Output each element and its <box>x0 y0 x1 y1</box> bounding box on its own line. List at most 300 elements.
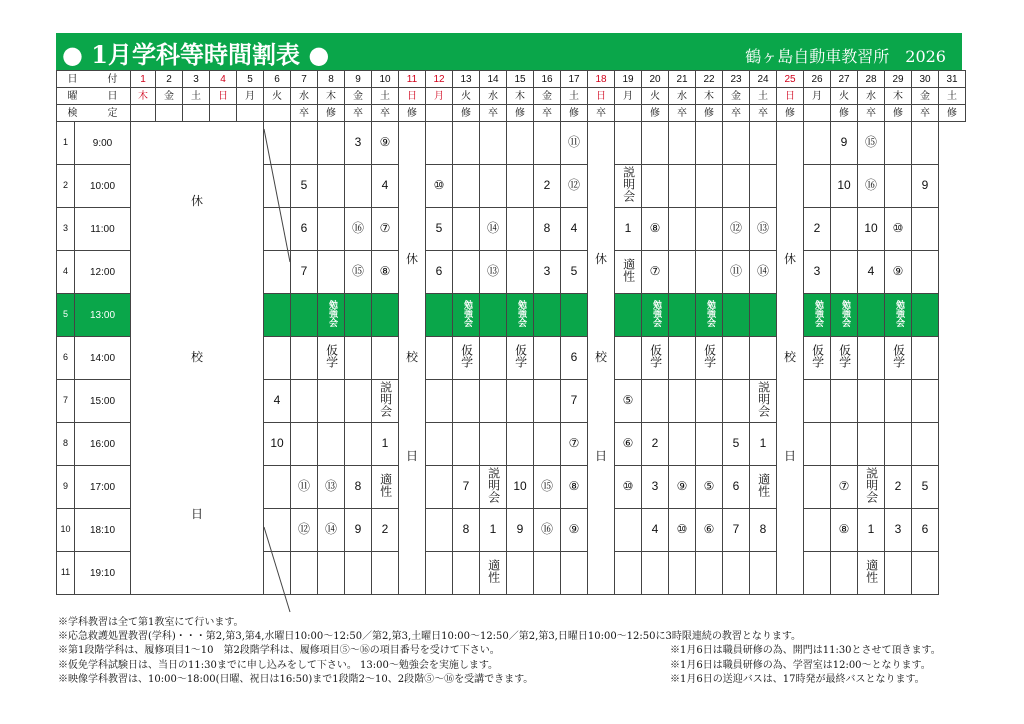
schedule-cell: ⑧ <box>831 509 858 552</box>
schedule-cell <box>507 122 534 165</box>
notes <box>58 616 968 687</box>
schedule-cell: ⑩ <box>669 509 696 552</box>
schedule-cell <box>291 337 318 380</box>
schedule-cell: ⑬ <box>318 466 345 509</box>
schedule-cell <box>858 423 885 466</box>
schedule-cell <box>831 208 858 251</box>
cell-text: 適性 <box>378 473 393 498</box>
schedule-cell <box>804 165 831 208</box>
date-cell: 6 <box>264 71 291 88</box>
date-cell: 26 <box>804 71 831 88</box>
schedule-cell: ⑥ <box>615 423 642 466</box>
schedule-cell: ⑨ <box>669 466 696 509</box>
weekday-cell: 金 <box>723 88 750 105</box>
schedule-cell <box>507 337 534 380</box>
date-cell: 17 <box>561 71 588 88</box>
schedule-cell <box>669 251 696 294</box>
date-cell: 20 <box>642 71 669 88</box>
schedule-cell <box>615 294 642 337</box>
schedule-cell <box>453 423 480 466</box>
exam-cell: 修 <box>399 105 426 122</box>
page-title: ● 1月学科等時間割表 ● <box>62 40 330 69</box>
schedule-cell <box>669 552 696 595</box>
date-cell: 22 <box>696 71 723 88</box>
period-time: 19:10 <box>75 552 131 595</box>
schedule-cell <box>534 294 561 337</box>
schedule-cell <box>453 294 480 337</box>
period-time: 9:00 <box>75 122 131 165</box>
schedule-cell <box>669 423 696 466</box>
exam-cell: 修 <box>318 105 345 122</box>
schedule-cell <box>264 337 291 380</box>
closed-char: 休 <box>783 252 796 266</box>
cell-text: 説明会 <box>486 467 501 504</box>
date-cell: 8 <box>318 71 345 88</box>
weekday-cell: 火 <box>453 88 480 105</box>
date-cell: 21 <box>669 71 696 88</box>
schedule-cell: 2 <box>804 208 831 251</box>
note-classroom: ※学科教習は全て第1教室にて行います。 <box>58 617 244 628</box>
schedule-cell <box>426 509 453 552</box>
schedule-cell: 8 <box>534 208 561 251</box>
schedule-cell: 10 <box>858 208 885 251</box>
period-number: 3 <box>57 208 75 251</box>
period-time: 18:10 <box>75 509 131 552</box>
schedule-cell <box>534 122 561 165</box>
weekday-cell: 日 <box>777 88 804 105</box>
exam-cell <box>237 105 264 122</box>
note-row <box>58 673 968 687</box>
date-cell: 27 <box>831 71 858 88</box>
weekday-cell: 木 <box>885 88 912 105</box>
period-time: 11:00 <box>75 208 131 251</box>
schedule-cell <box>804 423 831 466</box>
schedule-cell <box>723 294 750 337</box>
exam-cell: 卒 <box>534 105 561 122</box>
schedule-cell <box>615 337 642 380</box>
period-number: 1 <box>57 122 75 165</box>
schedule-cell: ⑮ <box>345 251 372 294</box>
schedule-cell: 1 <box>858 509 885 552</box>
schedule-cell: 4 <box>858 251 885 294</box>
schedule-cell <box>669 294 696 337</box>
schedule-cell: 8 <box>750 509 777 552</box>
schedule-cell <box>696 208 723 251</box>
schedule-cell <box>561 294 588 337</box>
exam-cell: 修 <box>507 105 534 122</box>
exam-cell: 卒 <box>291 105 318 122</box>
schedule-cell: ⑯ <box>534 509 561 552</box>
schedule-cell <box>858 337 885 380</box>
note-row <box>58 630 968 644</box>
schedule-cell <box>750 466 777 509</box>
schedule-cell: 5 <box>426 208 453 251</box>
schedule-cell: 2 <box>642 423 669 466</box>
closed-char: 休 <box>594 252 607 266</box>
schedule-cell <box>534 552 561 595</box>
schedule-cell <box>696 294 723 337</box>
schedule-cell: 1 <box>372 423 399 466</box>
weekday-cell: 木 <box>318 88 345 105</box>
note-row <box>58 659 968 673</box>
schedule-cell <box>318 337 345 380</box>
note-jan6-gate: ※1月6日は職員研修の為、開門は11:30とさせて頂きます。 <box>670 645 941 657</box>
exam-cell: 卒 <box>669 105 696 122</box>
schedule-cell <box>480 294 507 337</box>
cell-text: 勉強会 <box>704 300 715 328</box>
schedule-cell <box>453 380 480 423</box>
cell-text: 仮学 <box>702 344 717 369</box>
schedule-cell: 2 <box>372 509 399 552</box>
schedule-cell <box>426 122 453 165</box>
schedule-cell <box>912 423 939 466</box>
date-cell: 1 <box>131 71 156 88</box>
exam-cell: 卒 <box>750 105 777 122</box>
schedule-cell: ⑦ <box>372 208 399 251</box>
schedule-cell <box>750 380 777 423</box>
schedule-cell: 6 <box>723 466 750 509</box>
row-header-exam: 検 定 <box>57 105 131 122</box>
schedule-cell <box>804 466 831 509</box>
exam-cell: 卒 <box>345 105 372 122</box>
schedule-cell <box>669 122 696 165</box>
period-number: 9 <box>57 466 75 509</box>
schedule-cell: ⑪ <box>561 122 588 165</box>
schedule-cell <box>885 294 912 337</box>
schedule-cell <box>885 165 912 208</box>
header-row-weekday <box>57 88 966 105</box>
schedule-cell: ⑫ <box>291 509 318 552</box>
weekday-cell: 月 <box>426 88 453 105</box>
weekday-cell: 日 <box>210 88 237 105</box>
closed-char: 日 <box>405 448 418 463</box>
weekday-cell: 土 <box>561 88 588 105</box>
schedule-cell: ⑨ <box>885 251 912 294</box>
closed-day <box>399 122 426 595</box>
schedule-cell <box>615 122 642 165</box>
schedule-cell <box>345 423 372 466</box>
schedule-cell: 3 <box>804 251 831 294</box>
schedule-cell: 3 <box>534 251 561 294</box>
schedule-cell <box>372 380 399 423</box>
note-video: ※映像学科教習は、10:00～18:00(日曜、祝日は16:50)まで1段階2～10、2段階⑤～⑯を受講できます。 <box>58 673 534 685</box>
exam-cell <box>264 105 291 122</box>
cell-text: 仮学 <box>324 344 339 369</box>
closed-day <box>777 122 804 595</box>
date-cell: 14 <box>480 71 507 88</box>
cell-text: 説明会 <box>378 381 393 418</box>
date-cell: 19 <box>615 71 642 88</box>
schedule-cell <box>318 423 345 466</box>
schedule-cell <box>264 165 291 208</box>
weekday-cell: 火 <box>831 88 858 105</box>
closed-char: 校 <box>594 350 607 365</box>
schedule-cell <box>642 165 669 208</box>
schedule-cell: ⑦ <box>831 466 858 509</box>
schedule-cell <box>696 552 723 595</box>
schedule-cell: ⑪ <box>291 466 318 509</box>
schedule-cell <box>804 552 831 595</box>
cell-text: 仮学 <box>891 344 906 369</box>
schedule-cell <box>642 294 669 337</box>
schedule-cell <box>804 380 831 423</box>
schedule-cell: ⑧ <box>642 208 669 251</box>
cell-text: 仮学 <box>810 344 825 369</box>
schedule-cell: ⑤ <box>615 380 642 423</box>
period-number: 7 <box>57 380 75 423</box>
schedule-cell <box>507 294 534 337</box>
schedule-cell: 6 <box>426 251 453 294</box>
schedule-cell: 5 <box>723 423 750 466</box>
closed-char: 日 <box>783 448 796 463</box>
cell-text: 勉強会 <box>515 300 526 328</box>
schedule-cell <box>453 208 480 251</box>
date-cell: 3 <box>183 71 210 88</box>
schedule-cell: 10 <box>264 423 291 466</box>
cell-text: 仮学 <box>459 344 474 369</box>
schedule-cell <box>912 208 939 251</box>
cell-text: 適性 <box>864 559 879 584</box>
note-row <box>58 616 968 630</box>
schedule-cell: 3 <box>345 122 372 165</box>
period-number: 2 <box>57 165 75 208</box>
closed-char: 休 <box>405 252 418 266</box>
schedule-cell <box>480 165 507 208</box>
schedule-cell <box>831 337 858 380</box>
schedule-cell <box>507 165 534 208</box>
weekday-cell: 木 <box>696 88 723 105</box>
schedule-cell: ⑬ <box>480 251 507 294</box>
weekday-cell: 月 <box>615 88 642 105</box>
schedule-cell: ⑩ <box>885 208 912 251</box>
closed-block <box>131 122 264 595</box>
schedule-cell <box>318 380 345 423</box>
schedule-cell: 6 <box>561 337 588 380</box>
exam-cell: 修 <box>696 105 723 122</box>
schedule-cell: ⑦ <box>561 423 588 466</box>
schedule-cell <box>318 208 345 251</box>
schedule-cell <box>885 337 912 380</box>
schedule-cell <box>696 337 723 380</box>
schedule-cell: 1 <box>750 423 777 466</box>
schedule-cell <box>858 552 885 595</box>
schedule-cell <box>264 251 291 294</box>
schedule-cell <box>426 294 453 337</box>
schedule-cell <box>507 552 534 595</box>
schedule-cell <box>291 380 318 423</box>
schedule-cell <box>750 552 777 595</box>
date-cell: 31 <box>939 71 966 88</box>
note-exam: ※仮免学科試験日は、当日の11:30までに申し込みをして下さい。 13:00～勉強会を実施します。 <box>58 659 499 671</box>
schedule-cell: ⑥ <box>696 509 723 552</box>
schedule-cell <box>264 208 291 251</box>
date-cell: 10 <box>372 71 399 88</box>
schedule-cell <box>885 423 912 466</box>
cell-text: 勉強会 <box>839 300 850 328</box>
cell-text: 仮学 <box>648 344 663 369</box>
schedule-cell: 7 <box>561 380 588 423</box>
schedule-cell <box>318 165 345 208</box>
exam-cell <box>615 105 642 122</box>
schedule-cell <box>345 552 372 595</box>
schedule-cell <box>642 337 669 380</box>
schedule-cell <box>615 509 642 552</box>
schedule-cell: ⑬ <box>750 208 777 251</box>
period-time: 15:00 <box>75 380 131 423</box>
weekday-cell: 金 <box>156 88 183 105</box>
date-cell: 5 <box>237 71 264 88</box>
schedule-cell: ⑫ <box>723 208 750 251</box>
schedule-cell: 6 <box>291 208 318 251</box>
schedule-cell: ⑩ <box>426 165 453 208</box>
schedule-cell <box>831 380 858 423</box>
schedule-cell <box>696 423 723 466</box>
period-time: 12:00 <box>75 251 131 294</box>
exam-cell <box>210 105 237 122</box>
weekday-cell: 月 <box>804 88 831 105</box>
schedule-cell: 5 <box>561 251 588 294</box>
weekday-cell: 水 <box>291 88 318 105</box>
date-cell: 15 <box>507 71 534 88</box>
schedule-cell <box>912 380 939 423</box>
closed-char: 休 <box>190 193 203 208</box>
schedule-cell <box>480 380 507 423</box>
row-header-weekday: 曜 日 <box>57 88 131 105</box>
schedule-cell: ⑤ <box>696 466 723 509</box>
schedule-cell <box>318 552 345 595</box>
period-number: 6 <box>57 337 75 380</box>
schedule-cell <box>696 380 723 423</box>
exam-cell: 卒 <box>588 105 615 122</box>
schedule-cell <box>912 552 939 595</box>
schedule-cell <box>885 122 912 165</box>
schedule-cell: ⑯ <box>858 165 885 208</box>
schedule-cell <box>372 337 399 380</box>
schedule-cell <box>507 380 534 423</box>
schedule-cell: 10 <box>831 165 858 208</box>
schedule-cell: ⑩ <box>615 466 642 509</box>
header-row-date <box>57 71 966 88</box>
title-banner <box>56 33 962 70</box>
schedule-cell: 10 <box>507 466 534 509</box>
schedule-cell: 9 <box>912 165 939 208</box>
weekday-cell: 土 <box>372 88 399 105</box>
schedule-cell <box>723 337 750 380</box>
schedule-cell: 8 <box>453 509 480 552</box>
exam-cell: 修 <box>453 105 480 122</box>
exam-cell: 修 <box>642 105 669 122</box>
schedule-cell: 5 <box>912 466 939 509</box>
date-cell: 29 <box>885 71 912 88</box>
date-cell: 12 <box>426 71 453 88</box>
schedule-cell <box>669 208 696 251</box>
exam-cell <box>426 105 453 122</box>
exam-cell: 卒 <box>912 105 939 122</box>
date-cell: 16 <box>534 71 561 88</box>
schedule-cell <box>480 423 507 466</box>
schedule-cell <box>858 294 885 337</box>
weekday-cell: 木 <box>131 88 156 105</box>
school-name: 鶴ヶ島自動車教習所 2026 <box>745 47 946 66</box>
weekday-cell: 火 <box>264 88 291 105</box>
schedule-cell <box>426 380 453 423</box>
schedule-cell <box>912 294 939 337</box>
schedule-cell <box>534 423 561 466</box>
note-stages: ※第1段階学科は、履修項目1～10 第2段階学科は、履修項目⑤～⑯の項目番号を受けて下さい。 <box>58 645 500 657</box>
schedule-cell <box>426 552 453 595</box>
schedule-cell: ⑭ <box>750 251 777 294</box>
schedule-cell <box>750 122 777 165</box>
schedule-cell <box>264 509 291 552</box>
date-cell: 18 <box>588 71 615 88</box>
exam-cell: 修 <box>777 105 804 122</box>
schedule-cell <box>480 337 507 380</box>
date-cell: 11 <box>399 71 426 88</box>
schedule-cell <box>345 337 372 380</box>
schedule-cell <box>264 466 291 509</box>
schedule-cell: 7 <box>723 509 750 552</box>
note-first-aid: ※応急救護処置教習(学科)・・・第2,第3,第4,水曜日10:00～12:50／第2,第3,土曜日10:00～12:50／第2,第3,日曜日10:00～12:50に3時限連続の教習となります。 <box>58 631 802 643</box>
period-number: 8 <box>57 423 75 466</box>
schedule-cell <box>696 165 723 208</box>
schedule-cell <box>345 294 372 337</box>
exam-cell: 修 <box>561 105 588 122</box>
schedule-cell: 2 <box>534 165 561 208</box>
date-cell: 4 <box>210 71 237 88</box>
schedule-cell <box>615 552 642 595</box>
note-jan6-bus: ※1月6日の送迎バスは、17時発が最終バスとなります。 <box>670 673 925 685</box>
date-cell: 23 <box>723 71 750 88</box>
cell-text: 勉強会 <box>893 300 904 328</box>
schedule-cell <box>453 337 480 380</box>
schedule-cell <box>453 122 480 165</box>
schedule-cell: ⑧ <box>561 466 588 509</box>
cell-text: 仮学 <box>837 344 852 369</box>
schedule-cell <box>318 251 345 294</box>
date-cell: 25 <box>777 71 804 88</box>
schedule-cell <box>372 294 399 337</box>
schedule-cell <box>831 294 858 337</box>
schedule-cell <box>858 380 885 423</box>
cell-text: 説明会 <box>864 467 879 504</box>
cell-text: 勉強会 <box>812 300 823 328</box>
schedule-cell <box>453 552 480 595</box>
schedule-cell <box>696 122 723 165</box>
weekday-cell: 水 <box>480 88 507 105</box>
schedule-cell: ⑧ <box>372 251 399 294</box>
weekday-cell: 火 <box>642 88 669 105</box>
weekday-cell: 日 <box>399 88 426 105</box>
schedule-cell <box>480 552 507 595</box>
closed-char: 校 <box>405 350 418 365</box>
weekday-cell: 土 <box>183 88 210 105</box>
schedule-cell: ⑭ <box>318 509 345 552</box>
schedule-cell <box>561 552 588 595</box>
exam-cell: 修 <box>939 105 966 122</box>
period-time: 10:00 <box>75 165 131 208</box>
schedule-cell: ⑨ <box>561 509 588 552</box>
cell-text: 勉強会 <box>326 300 337 328</box>
schedule-cell: 4 <box>561 208 588 251</box>
date-cell: 24 <box>750 71 777 88</box>
cell-text: 勉強会 <box>650 300 661 328</box>
note-jan6-study: ※1月6日は職員研修の為、学習室は12:00～となります。 <box>670 659 931 671</box>
exam-cell: 修 <box>885 105 912 122</box>
weekday-cell: 水 <box>858 88 885 105</box>
schedule-cell <box>669 337 696 380</box>
weekday-cell: 日 <box>588 88 615 105</box>
schedule-cell: 3 <box>642 466 669 509</box>
